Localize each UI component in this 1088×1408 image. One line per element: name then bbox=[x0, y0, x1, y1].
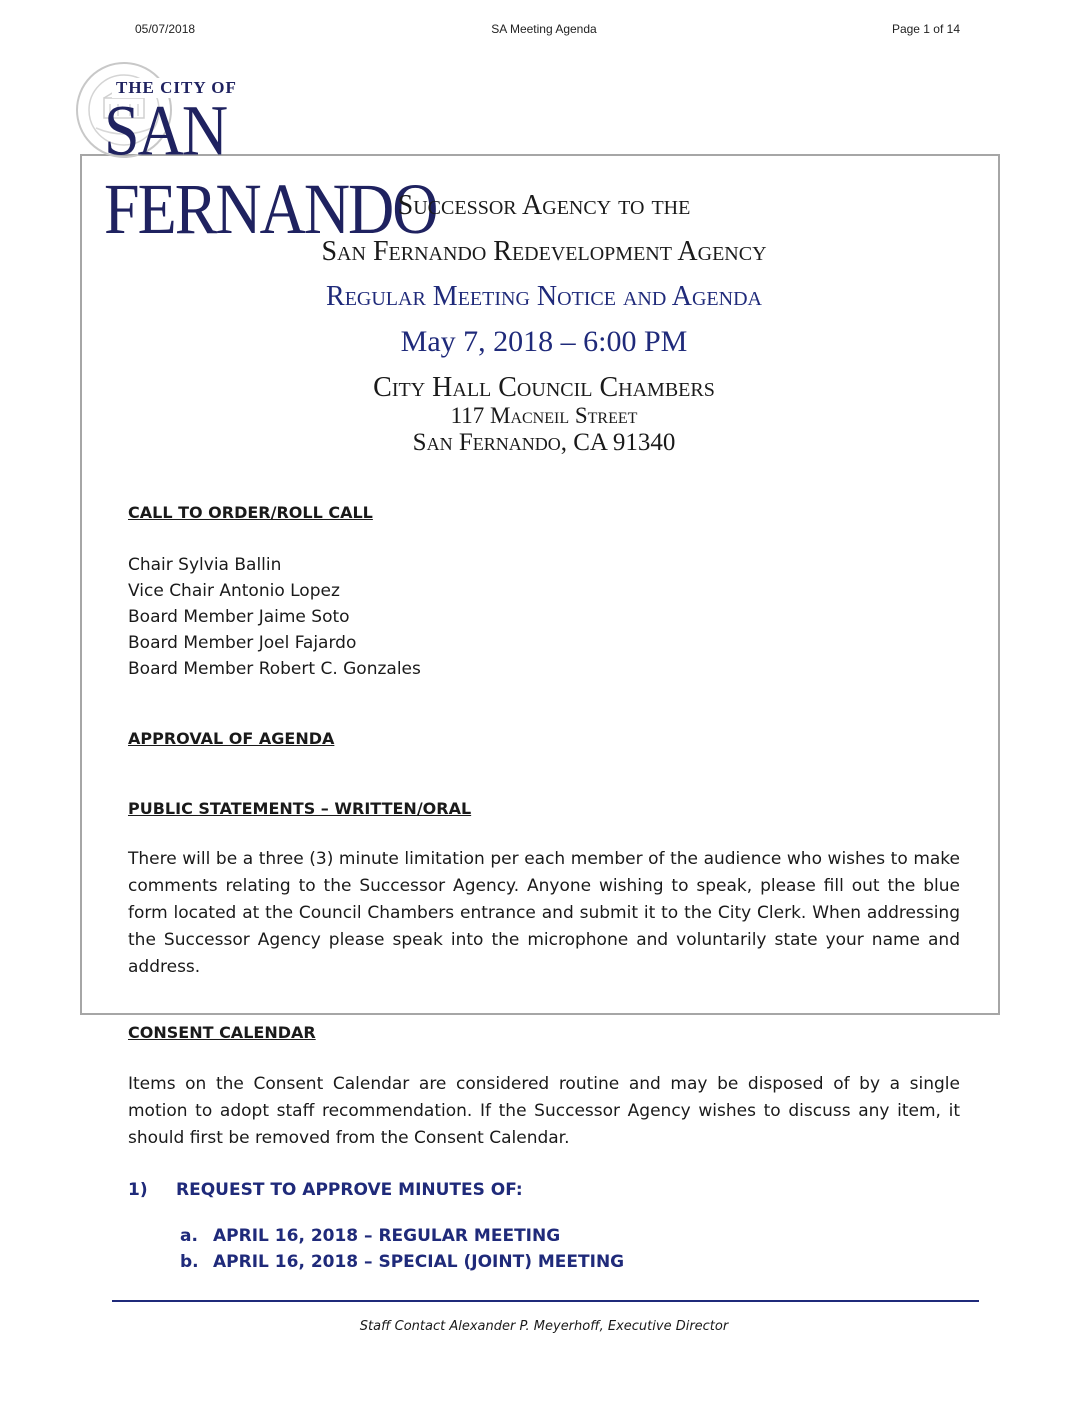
title-line-meeting-notice: Regular Meeting Notice and Agenda bbox=[326, 281, 762, 312]
footer-staff-contact: Staff Contact Alexander P. Meyerhoff, Executive Director bbox=[359, 1319, 729, 1334]
public-statements-heading: PUBLIC STATEMENTS – WRITTEN/ORAL bbox=[128, 799, 472, 818]
consent-calendar-text: Items on the Consent Calendar are considered routine and may be disposed of by a single motion to adopt staff recommendation. If the Successor Agency wishes to discuss any item, it should first be removed from the Consent Calendar. bbox=[128, 1074, 960, 1148]
consent-calendar-heading: CONSENT CALENDAR bbox=[128, 1023, 316, 1042]
roll-call-member: Board Member Joel Fajardo bbox=[128, 633, 357, 653]
footer-divider bbox=[112, 1300, 979, 1302]
roll-call-member: Board Member Jaime Soto bbox=[128, 607, 350, 627]
item-subitem bbox=[180, 1226, 560, 1246]
subitem-label: a. bbox=[180, 1226, 198, 1246]
header-page-number: Page 1 of 14 bbox=[891, 22, 960, 36]
roll-call-member: Chair Sylvia Ballin bbox=[128, 555, 282, 575]
call-to-order-heading: CALL TO ORDER/ROLL CALL bbox=[128, 503, 373, 522]
title-line-location: City Hall Council Chambers bbox=[373, 372, 715, 403]
subitem-text: APRIL 16, 2018 – REGULAR MEETING bbox=[213, 1226, 561, 1246]
title-line-date-time: May 7, 2018 – 6:00 PM bbox=[400, 325, 688, 358]
item-title: REQUEST TO APPROVE MINUTES OF: bbox=[176, 1180, 523, 1200]
subitem-text: APRIL 16, 2018 – SPECIAL (JOINT) MEETING bbox=[213, 1252, 625, 1272]
roll-call-member: Board Member Robert C. Gonzales bbox=[128, 659, 421, 679]
logo-top-text: THE CITY OF bbox=[112, 78, 241, 98]
title-line-city: San Fernando, CA 91340 bbox=[412, 429, 676, 456]
title-line-street: 117 Macneil Street bbox=[450, 403, 638, 428]
item-number: 1) bbox=[128, 1180, 148, 1200]
title-line-redevelopment: San Fernando Redevelopment Agency bbox=[321, 236, 767, 267]
logo-main-text: SAN FERNANDO bbox=[104, 90, 437, 249]
subitem-label: b. bbox=[180, 1252, 199, 1272]
roll-call-member: Vice Chair Antonio Lopez bbox=[128, 581, 340, 601]
approval-of-agenda-heading: APPROVAL OF AGENDA bbox=[128, 729, 335, 748]
header-date: 05/07/2018 bbox=[135, 22, 196, 36]
title-line-agency: Successor Agency to the bbox=[397, 190, 691, 221]
public-statements-text: There will be a three (3) minute limitation per each member of the audience who wishes to make comments relating to the Successor Agency. Anyone wishing to speak, please fill out the blue form located at the Council Chambers entrance and submit it to the City Clerk. When addressing the Successor Agency please speak into the microphone and voluntarily state your name and address. bbox=[128, 849, 960, 977]
city-logo bbox=[66, 52, 506, 249]
page-running-header bbox=[0, 20, 1088, 40]
header-document-title: SA Meeting Agenda bbox=[491, 22, 597, 36]
roll-call-list bbox=[128, 552, 421, 682]
item-subitem bbox=[180, 1252, 624, 1272]
